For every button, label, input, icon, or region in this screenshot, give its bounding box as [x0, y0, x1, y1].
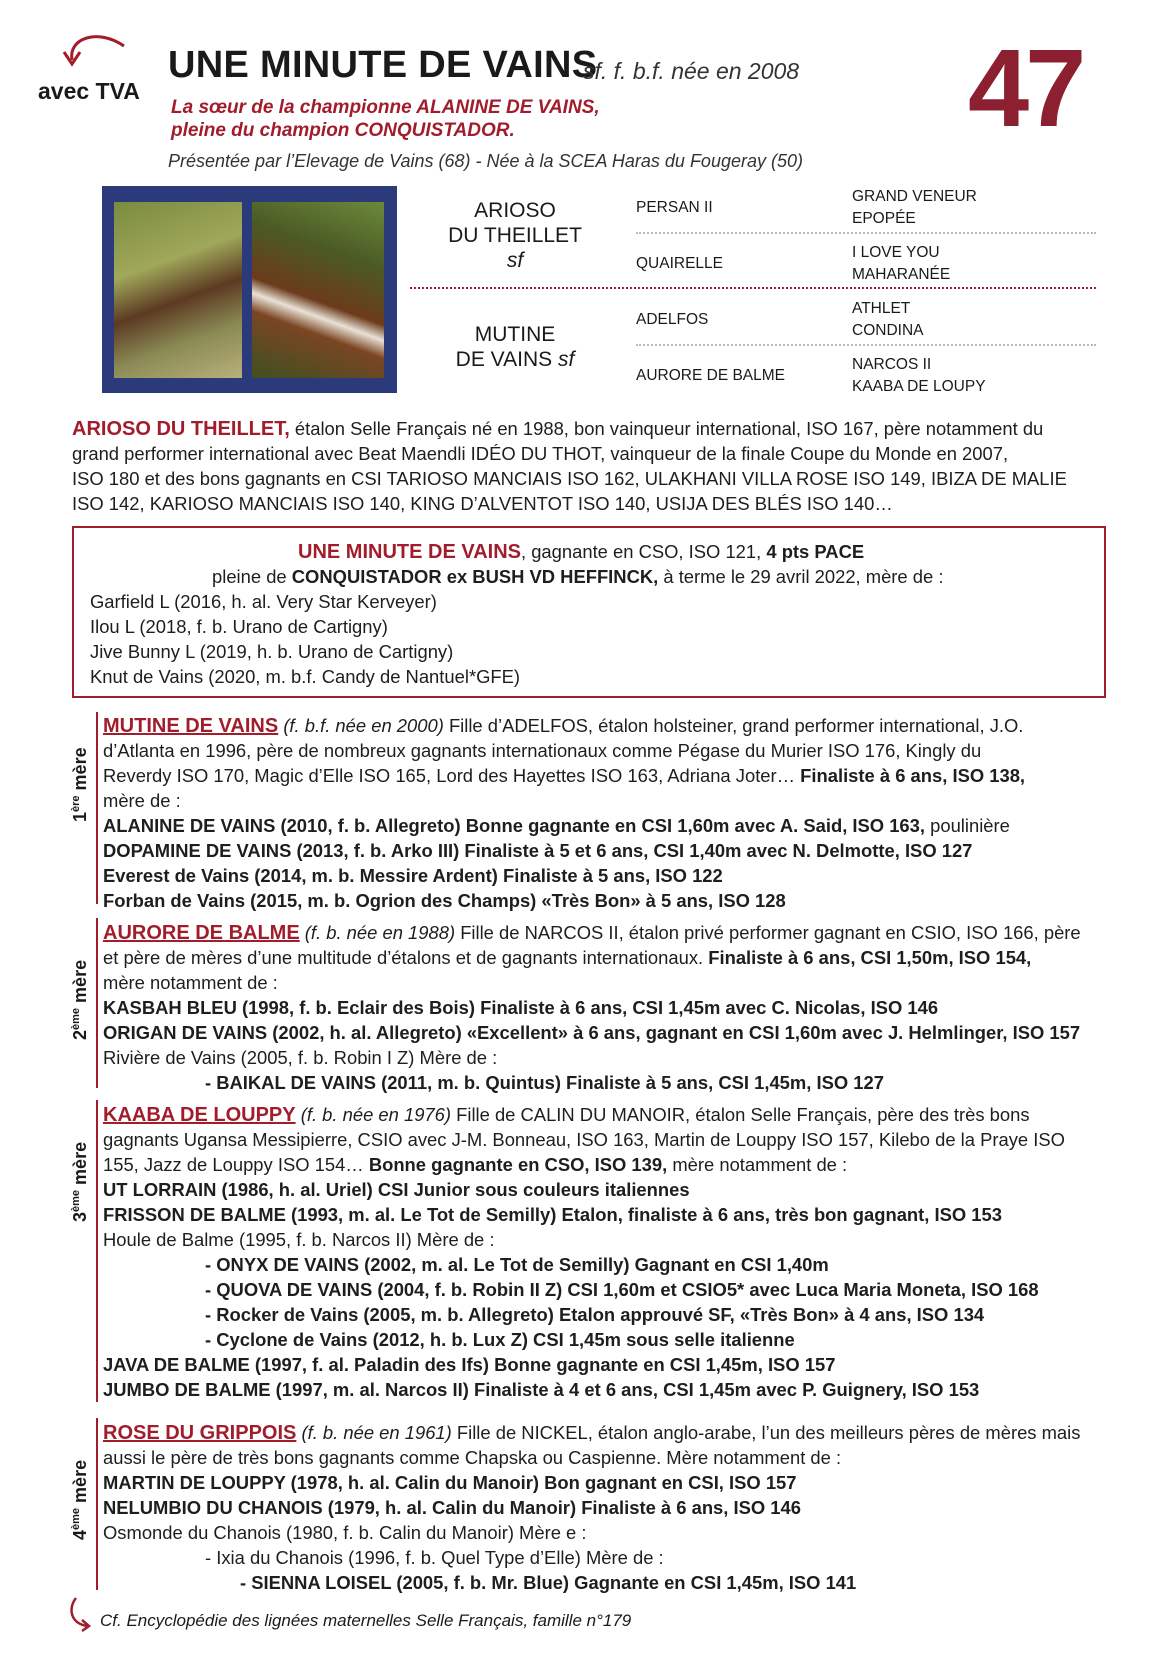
- second-dam-produce-2: ORIGAN DE VAINS (2002, h. al. Allegreto) «Excellent» à 6 ans, gagnant en CSI 1,60m avec J. Helmlinger, ISO 157: [103, 1022, 1081, 1043]
- grandparent-aurore: AURORE DE BALME: [636, 367, 786, 384]
- pedigree-sire: [420, 198, 610, 273]
- third-dam-produce-3: Houle de Balme (1995, f. b. Narcos II) Mère de :: [103, 1229, 495, 1250]
- section-bar: [96, 1100, 98, 1402]
- sire-name-line-1: ARIOSO: [474, 199, 556, 222]
- sire-name-line-2: DU THEILLET: [448, 224, 582, 247]
- box-line-1a: , gagnante en CSO, ISO 121,: [520, 541, 767, 562]
- ggp-2: EPOPÉE: [852, 210, 916, 227]
- dam-name-line-1: MUTINE: [474, 323, 556, 346]
- lot-title: UNE MINUTE DE VAINS: [168, 44, 598, 86]
- fourth-dam-produce-1: MARTIN DE LOUPPY (1978, h. al. Calin du Manoir) Bon gagnant en CSI, ISO 157: [103, 1472, 797, 1493]
- first-dam-perf: Finaliste à 6 ans, ISO 138,: [800, 765, 1026, 786]
- horse-photo-head: [252, 202, 384, 378]
- box-in-foal-to: CONQUISTADOR ex BUSH VD HEFFINCK,: [291, 566, 659, 587]
- pedigree-dam: [420, 322, 610, 372]
- produce-item: Jive Bunny L (2019, h. b. Urano de Cartigny): [90, 641, 454, 662]
- first-dam-produce-2: DOPAMINE DE VAINS (2013, f. b. Arko III) Finaliste à 5 et 6 ans, CSI 1,40m avec N. Delmotte, ISO 127: [103, 840, 973, 861]
- third-dam-birth: (f. b. née en 1976): [295, 1104, 452, 1125]
- second-dam-produce-1: KASBAH BLEU (1998, f. b. Eclair des Bois) Finaliste à 6 ans, CSI 1,45m avec C. Nicolas, ISO 146: [103, 997, 939, 1018]
- fourth-dam-produce-2: NELUMBIO DU CHANOIS (1979, h. al. Calin du Manoir) Finaliste à 6 ans, ISO 146: [103, 1497, 801, 1518]
- arrow-down-icon: [58, 24, 138, 80]
- third-dam-label: 3ème mère: [70, 1141, 90, 1222]
- pedigree-divider: [410, 287, 1096, 289]
- second-dam-line-3: mère notamment de :: [103, 972, 278, 993]
- footer-reference: Cf. Encyclopédie des lignées maternelles Selle Français, famille n°179: [100, 1611, 632, 1630]
- second-dam-line-1: Fille de NARCOS II, étalon privé performer gagnant en CSIO, ISO 166, père: [455, 922, 1081, 943]
- third-dam-line-1: Fille de CALIN DU MANOIR, étalon Selle Français, père des très bons: [451, 1104, 1030, 1125]
- section-bar: [96, 712, 98, 904]
- fourth-dam-label: 4ème mère: [70, 1459, 90, 1540]
- third-dam-perf: Bonne gagnante en CSO, ISO 139,: [368, 1154, 668, 1175]
- first-dam-label: 1ère mère: [70, 747, 90, 822]
- section-bar: [96, 1418, 98, 1590]
- tagline-line-2: pleine du champion CONQUISTADOR.: [171, 120, 515, 141]
- second-dam-label: 2ème mère: [70, 959, 90, 1040]
- third-dam-produce-4: JAVA DE BALME (1997, f. al. Paladin des Ifs) Bonne gagnante en CSI 1,45m, ISO 157: [103, 1354, 836, 1375]
- grandparent-adelfos: ADELFOS: [636, 311, 709, 328]
- horse-photos: [102, 186, 397, 393]
- third-dam-grandproduce-4: - Cyclone de Vains (2012, h. b. Lux Z) CSI 1,45m sous selle italienne: [205, 1329, 795, 1350]
- third-dam-produce-1: UT LORRAIN (1986, h. al. Uriel) CSI Junior sous couleurs italiennes: [103, 1179, 690, 1200]
- horse-photo-full-body: [114, 202, 242, 378]
- box-line-2c: à terme le 29 avril 2022, mère de :: [658, 566, 944, 587]
- first-dam-produce-4: Forban de Vains (2015, m. b. Ogrion des Champs) «Très Bon» à 5 ans, ISO 128: [103, 890, 786, 911]
- second-dam-name: AURORE DE BALME: [103, 922, 300, 944]
- arrow-return-icon: [66, 1596, 94, 1632]
- dam-name-line-2: DE VAINS: [455, 348, 553, 371]
- sire-para-name: ARIOSO DU THEILLET,: [72, 418, 290, 440]
- pedigree-divider: [636, 232, 1096, 234]
- sire-para-line-3: ISO 180 et des bons gagnants en CSI TARIOSO MANCIAIS ISO 162, ULAKHANI VILLA ROSE ISO 149, IBIZA DE MALIE: [72, 468, 1067, 489]
- second-dam-line-2: et père de mères d’une multitude d’étalons et de gagnants internationaux.: [103, 947, 709, 968]
- first-dam-line-3: Reverdy ISO 170, Magic d’Elle ISO 165, Lord des Hayettes ISO 163, Adriana Joter…: [103, 765, 801, 786]
- sire-para-line-2: grand performer international avec Beat Maendli IDÉO DU THOT, vainqueur de la finale Coupe du Monde en 2007,: [72, 443, 1009, 464]
- third-dam-line-3c: mère notamment de :: [667, 1154, 848, 1175]
- produce-item: Ilou L (2018, f. b. Urano de Cartigny): [90, 616, 388, 637]
- fourth-dam-great-grandproduce: - SIENNA LOISEL (2005, f. b. Mr. Blue) Gagnante en CSI 1,45m, ISO 141: [240, 1572, 857, 1593]
- third-dam-line-3a: 155, Jazz de Louppy ISO 154…: [103, 1154, 369, 1175]
- grandparent-quairelle: QUAIRELLE: [636, 255, 724, 272]
- box-line-2a: pleine de: [212, 566, 292, 587]
- fourth-dam-birth: (f. b. née en 1961): [296, 1422, 452, 1443]
- ggp-7: NARCOS II: [852, 356, 932, 373]
- dam-breed: sf: [557, 348, 575, 371]
- section-bar: [96, 918, 98, 1088]
- second-dam-birth: (f. b. née en 1988): [299, 922, 456, 943]
- produce-item: Knut de Vains (2020, m. b.f. Candy de Nantuel*GFE): [90, 666, 521, 687]
- second-dam-grandproduce: - BAIKAL DE VAINS (2011, m. b. Quintus) Finaliste à 5 ans, CSI 1,45m, ISO 127: [205, 1072, 884, 1093]
- first-dam-line-4: mère de :: [103, 790, 181, 811]
- ggp-5: ATHLET: [852, 300, 911, 317]
- lot-number: 47: [968, 27, 1083, 150]
- pedigree-divider: [636, 344, 1096, 346]
- fourth-dam-line-2: aussi le père de très bons gagnants comme Chapska ou Caspienne. Mère notamment de :: [103, 1447, 842, 1468]
- first-dam-line-2: d’Atlanta en 1996, père de nombreux gagnants internationaux comme Pégase du Murier ISO 176, Kingly du: [103, 740, 982, 761]
- third-dam-produce-2: FRISSON DE BALME (1993, m. al. Le Tot de Semilly) Etalon, finaliste à 6 ans, très bon gagnant, ISO 153: [103, 1204, 1002, 1225]
- third-dam-line-2: gagnants Ugansa Messipierre, CSIO avec J-M. Bonneau, ISO 163, Martin de Louppy ISO 157, Kilebo de la Praye ISO: [103, 1129, 1065, 1150]
- first-dam-produce-3: Everest de Vains (2014, m. b. Messire Ardent) Finaliste à 5 ans, ISO 122: [103, 865, 723, 886]
- tagline-line-1: La sœur de la championne ALANINE DE VAINS,: [171, 97, 600, 118]
- first-dam-line-1: Fille d’ADELFOS, étalon holsteiner, grand performer international, J.O.: [443, 715, 1024, 736]
- first-dam-name: MUTINE DE VAINS: [103, 715, 279, 737]
- third-dam-produce-5: JUMBO DE BALME (1997, m. al. Narcos II) Finaliste à 4 et 6 ans, CSI 1,45m avec P. Guignery, ISO 153: [103, 1379, 980, 1400]
- first-dam-birth: (f. b.f. née en 2000): [278, 715, 444, 736]
- fourth-dam-grandproduce: - Ixia du Chanois (1996, f. b. Quel Type d’Elle) Mère de :: [205, 1547, 664, 1568]
- ggp-8: KAABA DE LOUPY: [852, 378, 986, 395]
- fourth-dam-produce-3: Osmonde du Chanois (1980, f. b. Calin du Manoir) Mère e :: [103, 1522, 587, 1543]
- grandparent-persan: PERSAN II: [636, 199, 713, 216]
- third-dam-name: KAABA DE LOUPPY: [103, 1104, 296, 1126]
- ggp-1: GRAND VENEUR: [852, 188, 977, 205]
- first-dam-produce-1: ALANINE DE VAINS (2010, f. b. Allegreto) Bonne gagnante en CSI 1,60m avec A. Said, ISO 163,: [103, 815, 926, 836]
- third-dam-grandproduce-1: - ONYX DE VAINS (2002, m. al. Le Tot de Semilly) Gagnant en CSI 1,40m: [205, 1254, 829, 1275]
- vat-label: avec TVA: [38, 78, 140, 104]
- third-dam-grandproduce-3: - Rocker de Vains (2005, m. b. Allegreto) Etalon approuvé SF, «Très Bon» à 4 ans, ISO 134: [205, 1304, 985, 1325]
- ggp-4: MAHARANÉE: [852, 266, 951, 283]
- sire-breed: sf: [506, 249, 524, 272]
- third-dam-grandproduce-2: - QUOVA DE VAINS (2004, f. b. Robin II Z) CSI 1,60m et CSIO5* avec Luca Maria Moneta, ISO 168: [205, 1279, 1039, 1300]
- produce-item: Garfield L (2016, h. al. Very Star Kerveyer): [90, 591, 437, 612]
- second-dam-perf: Finaliste à 6 ans, CSI 1,50m, ISO 154,: [708, 947, 1032, 968]
- ggp-3: I LOVE YOU: [852, 244, 940, 261]
- box-name: UNE MINUTE DE VAINS: [298, 541, 521, 563]
- second-dam-produce-3: Rivière de Vains (2005, f. b. Robin I Z) Mère de :: [103, 1047, 498, 1068]
- fourth-dam-name: ROSE DU GRIPPOIS: [103, 1422, 297, 1444]
- fourth-dam-line-1: Fille de NICKEL, étalon anglo-arabe, l’un des meilleurs pères de mères mais: [451, 1422, 1081, 1443]
- sire-para-line-1: étalon Selle Français né en 1988, bon vainqueur international, ISO 167, père notamment du: [289, 418, 1044, 439]
- sire-para-line-4: ISO 142, KARIOSO MANCIAIS ISO 140, KING D’ALVENTOT ISO 140, USIJA DES BLÉS ISO 140…: [72, 493, 893, 514]
- box-pace: 4 pts PACE: [766, 541, 865, 562]
- lot-subtitle: sf. f. b.f. née en 2008: [583, 58, 800, 84]
- presented-by: Présentée par l’Elevage de Vains (68) - Née à la SCEA Haras du Fougeray (50): [168, 151, 803, 171]
- ggp-6: CONDINA: [852, 322, 924, 339]
- first-dam-produce-1-note: poulinière: [925, 815, 1010, 836]
